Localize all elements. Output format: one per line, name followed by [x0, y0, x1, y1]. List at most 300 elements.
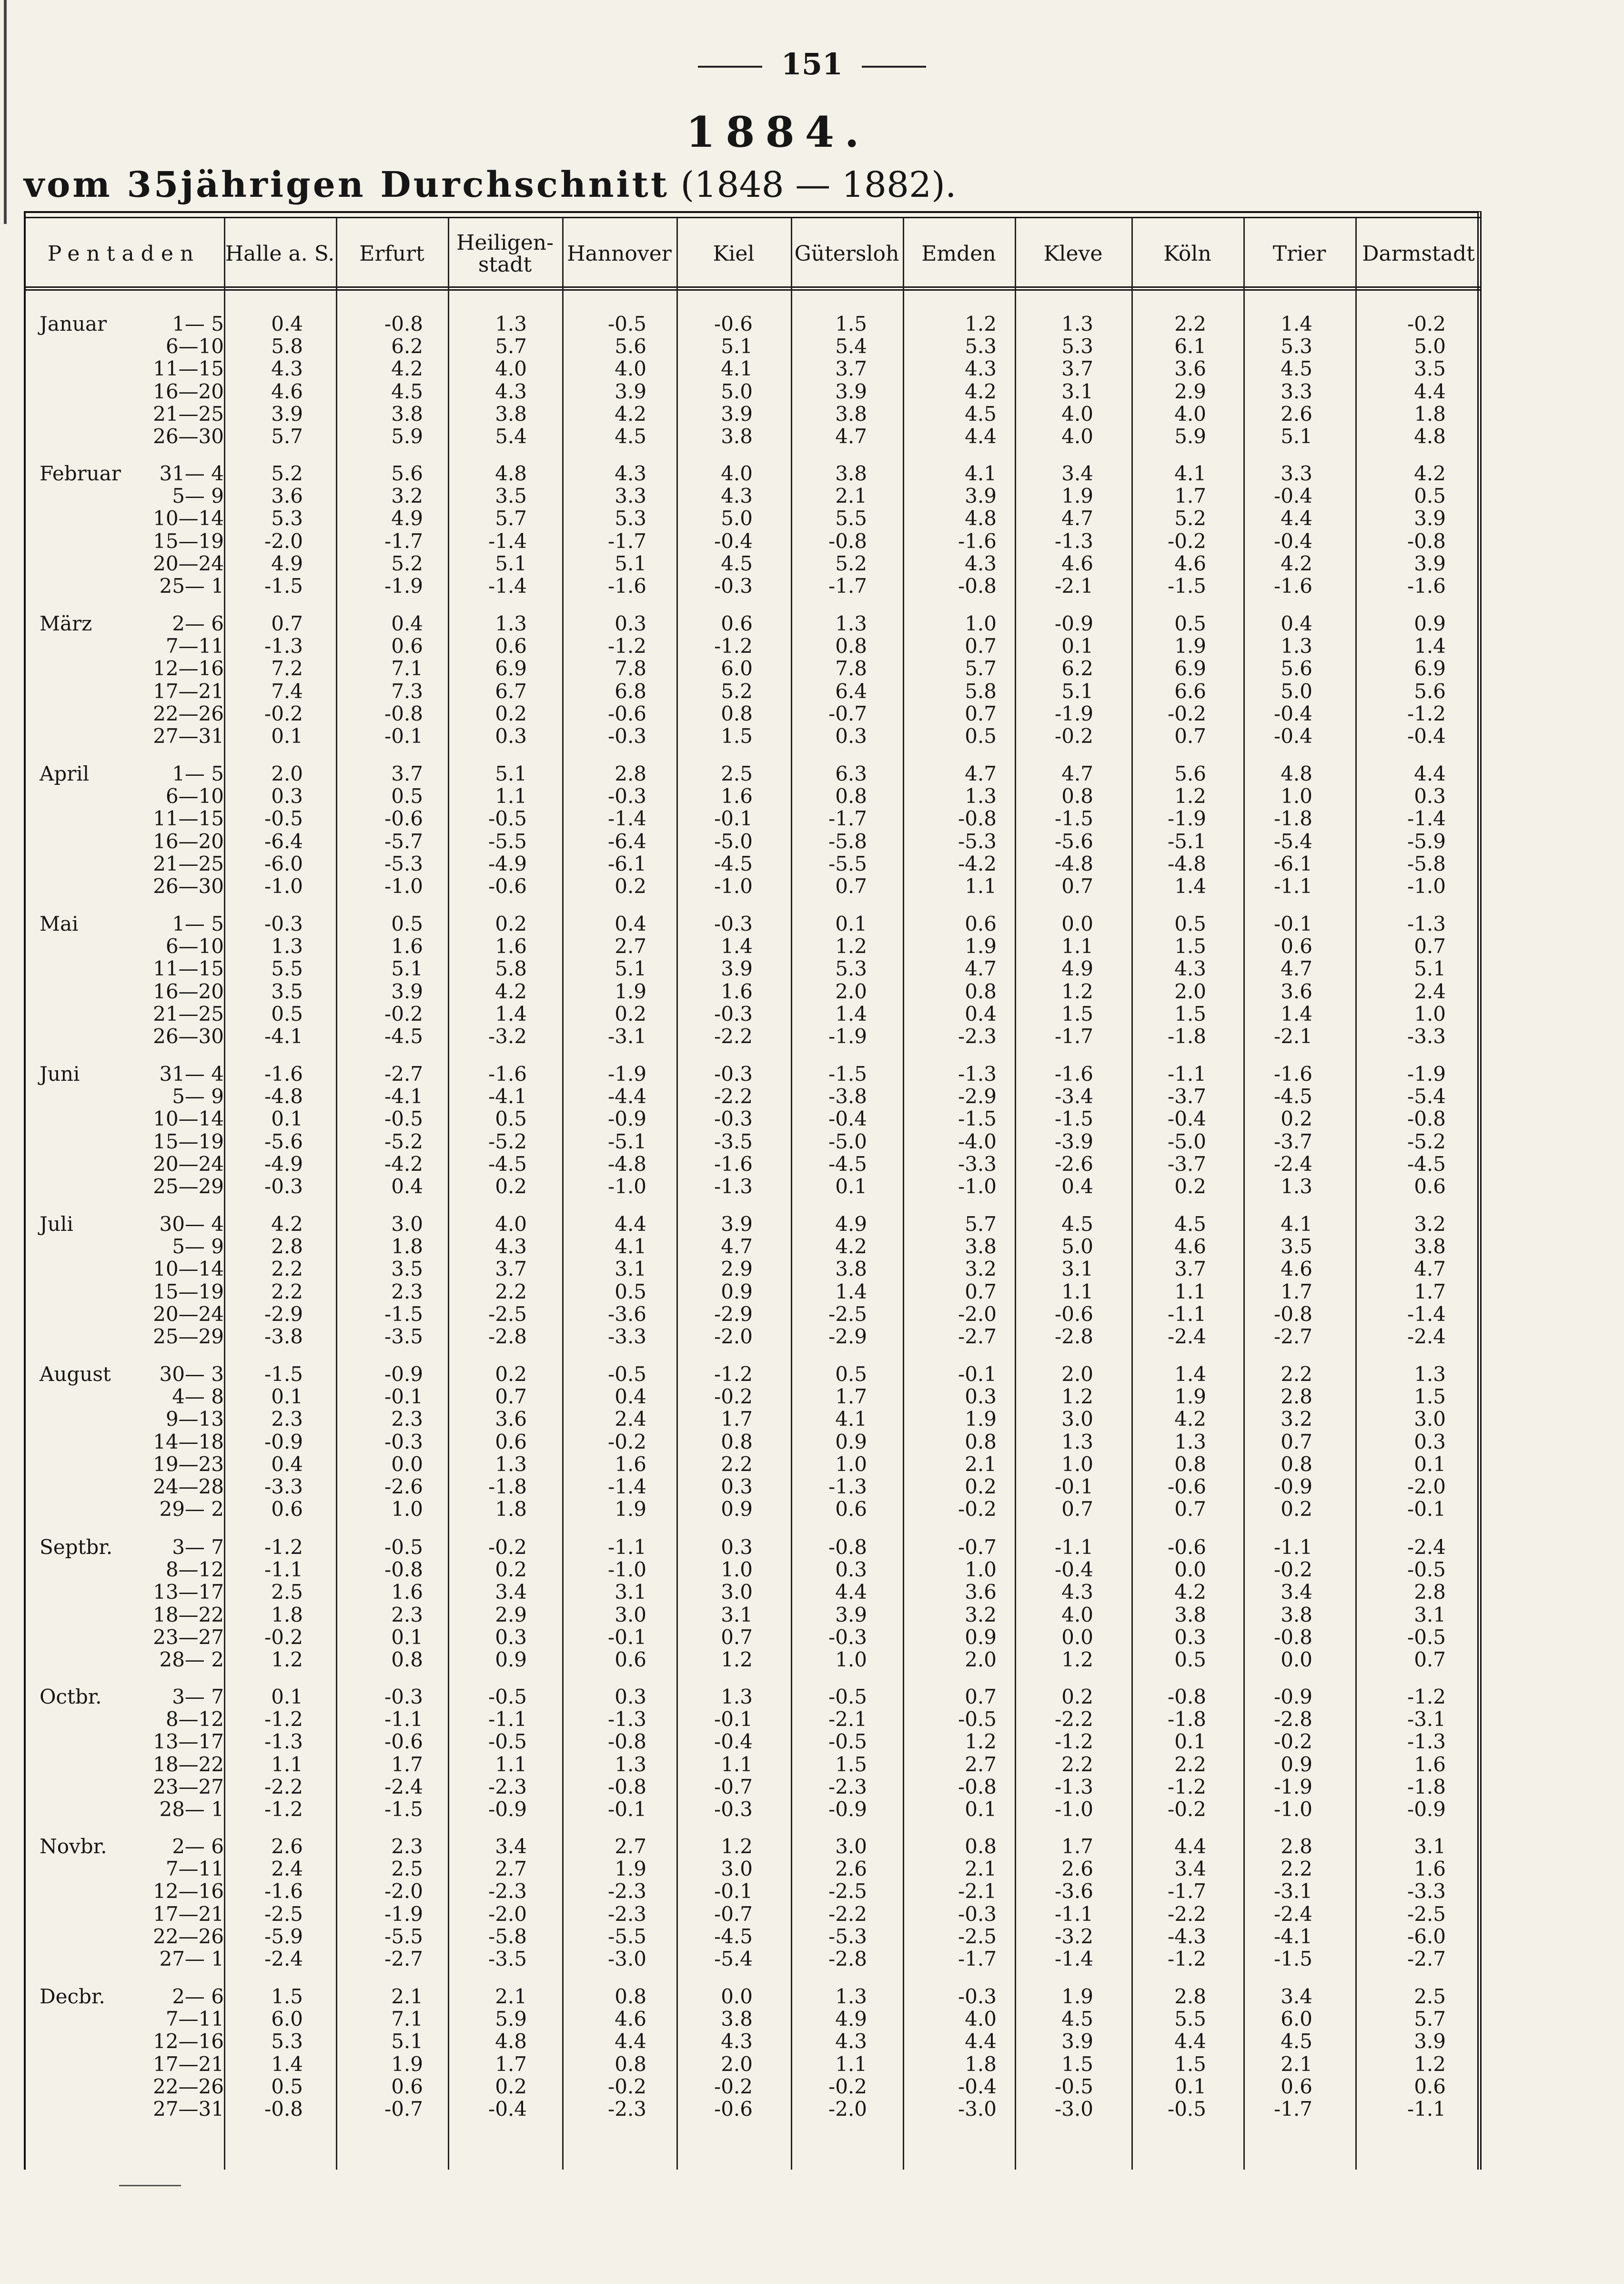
value-cell: 3.1 [1414, 1603, 1446, 1626]
month-label: Juli [40, 1212, 73, 1236]
month-label: April [40, 762, 90, 785]
value-cell: 3.4 [1281, 1985, 1312, 2008]
value-cell: -1.2 [1055, 1730, 1093, 1754]
value-cell: -1.2 [714, 1362, 753, 1386]
month-label: Octbr. [40, 1685, 102, 1708]
pentade-label: 27—31 [153, 724, 224, 748]
pentade-label: 10—14 [153, 507, 224, 530]
value-cell: 5.7 [495, 507, 527, 530]
table-row [24, 425, 1482, 447]
value-cell: 1.4 [1414, 634, 1446, 658]
value-cell: 4.6 [1061, 551, 1093, 575]
value-cell: -2.8 [1274, 1707, 1312, 1731]
value-cell: 1.0 [1061, 1452, 1093, 1476]
value-cell: 0.2 [495, 2074, 527, 2098]
value-cell: 4.3 [835, 2030, 867, 2053]
value-cell: 0.7 [1174, 724, 1206, 748]
value-cell: 0.6 [495, 1430, 527, 1453]
value-cell: 1.4 [835, 1279, 867, 1303]
value-cell: 4.0 [1174, 402, 1206, 426]
value-cell: 0.7 [1281, 1430, 1312, 1453]
value-cell: 1.7 [1174, 484, 1206, 508]
value-cell: 5.1 [721, 335, 753, 358]
value-cell: -2.9 [828, 1325, 867, 1348]
value-cell: -0.5 [488, 1685, 527, 1708]
value-cell: 1.9 [1061, 484, 1093, 508]
value-cell: 3.5 [391, 1257, 423, 1281]
value-cell: -2.7 [384, 1062, 423, 1086]
value-cell: -1.4 [488, 529, 527, 553]
month-label: Decbr. [40, 1985, 105, 2008]
value-cell: -1.8 [488, 1475, 527, 1498]
value-cell: 3.1 [1061, 1257, 1093, 1281]
value-cell: 5.0 [1414, 335, 1446, 358]
value-cell: 0.6 [615, 1648, 646, 1671]
value-cell: 4.2 [1414, 462, 1446, 485]
pentade-label: 25—29 [153, 1325, 224, 1348]
value-cell: -1.2 [264, 1707, 303, 1731]
value-cell: -3.2 [1055, 1924, 1093, 1948]
value-cell: -1.6 [1055, 1062, 1093, 1086]
heading-period: (1848 — 1882). [669, 164, 957, 205]
value-cell: 0.4 [391, 1175, 423, 1198]
value-cell: 4.3 [495, 1235, 527, 1259]
value-cell: 1.8 [495, 1497, 527, 1521]
value-cell: 2.2 [1174, 312, 1206, 335]
value-cell: -0.8 [384, 1558, 423, 1582]
value-cell: -0.5 [1407, 1625, 1446, 1649]
value-cell: -6.1 [1274, 852, 1312, 875]
value-cell: 1.8 [965, 2052, 997, 2076]
value-cell: -0.3 [714, 1002, 753, 1025]
pentade-label: 28— 2 [159, 1648, 224, 1671]
value-cell: -2.2 [714, 1025, 753, 1048]
value-cell: -1.5 [1055, 807, 1093, 831]
value-cell: -0.8 [384, 312, 423, 335]
value-cell: -0.5 [488, 807, 527, 831]
value-cell: -1.0 [1055, 1797, 1093, 1821]
value-cell: 0.8 [835, 784, 867, 808]
value-cell: -3.5 [384, 1325, 423, 1348]
table-row [24, 1303, 1482, 1325]
value-cell: -4.5 [714, 1924, 753, 1948]
value-cell: 4.0 [721, 462, 753, 485]
value-cell: 1.3 [835, 612, 867, 635]
value-cell: -4.8 [1168, 852, 1206, 875]
value-cell: 1.5 [1414, 1385, 1446, 1409]
value-cell: 3.4 [495, 1580, 527, 1604]
value-cell: 2.9 [495, 1603, 527, 1626]
value-cell: 4.9 [835, 1212, 867, 1236]
value-cell: -1.5 [828, 1062, 867, 1086]
value-cell: 3.0 [391, 1212, 423, 1236]
value-cell: -1.1 [1055, 1902, 1093, 1926]
value-cell: -4.9 [264, 1152, 303, 1176]
table-row [24, 1475, 1482, 1498]
value-cell: -0.9 [488, 1797, 527, 1821]
value-cell: 1.7 [1281, 1279, 1312, 1303]
value-cell: -1.2 [264, 1797, 303, 1821]
value-cell: -2.0 [488, 1902, 527, 1926]
value-cell: -5.8 [488, 1924, 527, 1948]
value-cell: 0.9 [965, 1625, 997, 1649]
value-cell: 1.2 [271, 1648, 303, 1671]
value-cell: 5.2 [271, 462, 303, 485]
value-cell: 4.7 [835, 425, 867, 448]
table-row [24, 1604, 1482, 1626]
table-row [24, 1708, 1482, 1730]
value-cell: -4.8 [264, 1085, 303, 1108]
value-cell: 2.0 [965, 1648, 997, 1671]
value-cell: -2.3 [958, 1025, 997, 1048]
value-cell: -1.9 [828, 1025, 867, 1048]
value-cell: 2.2 [1061, 1752, 1093, 1776]
value-cell: 1.6 [721, 784, 753, 808]
value-cell: -1.1 [608, 1535, 646, 1559]
value-cell: -1.0 [1274, 1797, 1312, 1821]
value-cell: 0.2 [495, 1362, 527, 1386]
value-cell: -2.2 [264, 1775, 303, 1798]
value-cell: 1.8 [271, 1603, 303, 1626]
value-cell: 0.9 [1414, 612, 1446, 635]
month-label: Septbr. [40, 1535, 113, 1559]
value-cell: 0.6 [391, 2074, 423, 2098]
value-cell: 5.0 [721, 379, 753, 403]
value-cell: -1.4 [1055, 1947, 1093, 1970]
value-cell: -3.2 [488, 1025, 527, 1048]
value-cell: 5.1 [495, 551, 527, 575]
value-cell: -4.1 [1274, 1924, 1312, 1948]
value-cell: -2.8 [1055, 1325, 1093, 1348]
value-cell: -5.9 [1407, 829, 1446, 853]
header-pentaden: Pentaden [47, 242, 201, 266]
value-cell: -1.1 [1407, 2097, 1446, 2121]
table-row [24, 913, 1482, 935]
value-cell: 5.1 [1281, 425, 1312, 448]
value-cell: -6.0 [1407, 1924, 1446, 1948]
table-row [24, 1985, 1482, 2008]
value-cell: 1.0 [1414, 1002, 1446, 1025]
value-cell: 1.1 [835, 2052, 867, 2076]
value-cell: 3.9 [721, 402, 753, 426]
value-cell: 3.7 [391, 762, 423, 785]
value-cell: 0.5 [495, 1107, 527, 1131]
value-cell: -0.3 [714, 574, 753, 598]
table-row [24, 2098, 1482, 2120]
value-cell: -3.3 [608, 1325, 646, 1348]
value-cell: 5.6 [1281, 657, 1312, 680]
value-cell: 3.0 [1061, 1407, 1093, 1431]
table-row [24, 935, 1482, 957]
value-cell: 1.6 [721, 979, 753, 1003]
value-cell: 0.1 [271, 1685, 303, 1708]
pentade-label: 16—20 [153, 829, 224, 853]
value-cell: -3.3 [1407, 1879, 1446, 1903]
value-cell: 1.2 [1061, 979, 1093, 1003]
value-cell: 1.9 [965, 1407, 997, 1431]
pentade-label: 7—11 [165, 1857, 224, 1881]
value-cell: 0.3 [1414, 1430, 1446, 1453]
value-cell: 0.8 [391, 1648, 423, 1671]
value-cell: 0.7 [965, 1279, 997, 1303]
value-cell: -3.1 [1407, 1707, 1446, 1731]
value-cell: 0.4 [615, 912, 646, 935]
value-cell: 2.0 [271, 762, 303, 785]
value-cell: 3.8 [835, 1257, 867, 1281]
pentade-label: 17—21 [153, 2052, 224, 2076]
value-cell: 3.7 [1061, 357, 1093, 381]
value-cell: -1.6 [488, 1062, 527, 1086]
value-cell: -0.9 [384, 1362, 423, 1386]
value-cell: 3.5 [271, 979, 303, 1003]
pentade-label: 15—19 [153, 529, 224, 553]
value-cell: 2.6 [1061, 1857, 1093, 1881]
table-row [24, 1025, 1482, 1047]
pentade-label: 18—22 [153, 1603, 224, 1626]
value-cell: -0.2 [1168, 529, 1206, 553]
value-cell: -2.8 [828, 1947, 867, 1970]
table-row [24, 1063, 1482, 1085]
value-cell: -0.1 [1274, 912, 1312, 935]
value-cell: 1.3 [1281, 1175, 1312, 1198]
value-cell: 2.2 [271, 1279, 303, 1303]
value-cell: -1.3 [1055, 1775, 1093, 1798]
table-row [24, 1325, 1482, 1348]
table-row [24, 762, 1482, 785]
value-cell: -1.3 [958, 1062, 997, 1086]
value-cell: -0.2 [264, 1625, 303, 1649]
pentade-label: 22—26 [153, 701, 224, 725]
value-cell: -0.7 [958, 1535, 997, 1559]
value-cell: 1.6 [391, 934, 423, 958]
value-cell: 3.9 [271, 402, 303, 426]
value-cell: -0.3 [828, 1625, 867, 1649]
value-cell: -2.5 [264, 1902, 303, 1926]
table-row [24, 1648, 1482, 1671]
value-cell: 1.0 [965, 612, 997, 635]
value-cell: 3.0 [615, 1603, 646, 1626]
value-cell: 4.2 [1174, 1407, 1206, 1431]
value-cell: 1.2 [1414, 2052, 1446, 2076]
value-cell: 0.3 [1174, 1625, 1206, 1649]
table-row [24, 1085, 1482, 1107]
value-cell: 1.2 [965, 312, 997, 335]
value-cell: 0.6 [835, 1497, 867, 1521]
value-cell: 3.8 [721, 2007, 753, 2031]
value-cell: 6.1 [1174, 335, 1206, 358]
value-cell: 2.7 [615, 934, 646, 958]
value-cell: -0.1 [958, 1362, 997, 1386]
table-row [24, 1408, 1482, 1430]
value-cell: -0.8 [384, 701, 423, 725]
value-cell: 0.2 [495, 912, 527, 935]
value-cell: 1.4 [835, 1002, 867, 1025]
value-cell: -1.6 [1274, 574, 1312, 598]
value-cell: -5.8 [828, 829, 867, 853]
value-cell: 0.9 [721, 1497, 753, 1521]
value-cell: 4.4 [965, 2030, 997, 2053]
value-cell: 0.9 [835, 1430, 867, 1453]
value-cell: 0.9 [1281, 1752, 1312, 1776]
value-cell: -0.1 [384, 1385, 423, 1409]
value-cell: -2.0 [384, 1879, 423, 1903]
value-cell: 3.3 [615, 484, 646, 508]
value-cell: 6.0 [1281, 2007, 1312, 2031]
value-cell: 4.8 [495, 462, 527, 485]
value-cell: 0.8 [965, 979, 997, 1003]
table-row [24, 1880, 1482, 1902]
value-cell: -5.4 [714, 1947, 753, 1970]
value-cell: 0.1 [271, 1107, 303, 1131]
value-cell: 5.6 [1414, 679, 1446, 703]
value-cell: -1.7 [1274, 2097, 1312, 2121]
pentade-label: 24—28 [153, 1475, 224, 1498]
value-cell: 2.8 [1414, 1580, 1446, 1604]
value-cell: -0.3 [714, 1797, 753, 1821]
value-cell: -2.3 [608, 2097, 646, 2121]
value-cell: 0.1 [1061, 634, 1093, 658]
value-cell: -0.5 [384, 1535, 423, 1559]
value-cell: 2.3 [391, 1835, 423, 1858]
value-cell: 2.6 [835, 1857, 867, 1881]
value-cell: -4.5 [384, 1025, 423, 1048]
value-cell: -4.4 [608, 1085, 646, 1108]
table-row [24, 485, 1482, 507]
header-trier: Trier [1272, 242, 1326, 266]
table-row [24, 612, 1482, 635]
value-cell: -5.3 [384, 852, 423, 875]
value-cell: -0.1 [714, 1707, 753, 1731]
value-cell: 1.7 [835, 1385, 867, 1409]
value-cell: -3.0 [1055, 2097, 1093, 2121]
year-title: 1884. [686, 107, 870, 157]
value-cell: -0.9 [264, 1430, 303, 1453]
pentade-label: 20—24 [153, 1302, 224, 1326]
value-cell: 4.5 [1281, 2030, 1312, 2053]
value-cell: 0.9 [721, 1279, 753, 1303]
pentade-label: 12—16 [153, 2030, 224, 2053]
value-cell: 3.8 [721, 425, 753, 448]
value-cell: 4.3 [615, 462, 646, 485]
value-cell: -4.5 [714, 852, 753, 875]
value-cell: 5.3 [965, 335, 997, 358]
value-cell: 0.0 [1061, 912, 1093, 935]
value-cell: 5.9 [1174, 425, 1206, 448]
pentade-label: 1— 5 [172, 762, 224, 785]
value-cell: -0.2 [714, 1385, 753, 1409]
value-cell: 1.8 [391, 1235, 423, 1259]
value-cell: -4.1 [384, 1085, 423, 1108]
value-cell: 2.2 [1281, 1362, 1312, 1386]
header-koeln: Köln [1163, 242, 1211, 266]
pentade-label: 17—21 [153, 679, 224, 703]
value-cell: -0.3 [264, 1175, 303, 1198]
table-row [24, 853, 1482, 875]
value-cell: 3.2 [965, 1257, 997, 1281]
value-cell: 4.4 [1414, 379, 1446, 403]
value-cell: 1.7 [1414, 1279, 1446, 1303]
value-cell: 3.7 [495, 1257, 527, 1281]
value-cell: 3.8 [1174, 1603, 1206, 1626]
value-cell: -2.7 [384, 1947, 423, 1970]
table-row [24, 1431, 1482, 1453]
value-cell: 4.7 [1281, 957, 1312, 981]
value-cell: 5.8 [495, 957, 527, 981]
value-cell: 0.1 [1174, 1730, 1206, 1754]
value-cell: 0.2 [1281, 1107, 1312, 1131]
value-cell: -1.6 [714, 1152, 753, 1176]
value-cell: 0.6 [271, 1497, 303, 1521]
pentade-label: 4— 8 [172, 1385, 224, 1409]
value-cell: 0.1 [271, 1385, 303, 1409]
value-cell: 2.0 [835, 979, 867, 1003]
value-cell: -2.1 [828, 1707, 867, 1731]
value-cell: -0.3 [714, 912, 753, 935]
page-number-dash-right [862, 66, 926, 68]
value-cell: -1.6 [1274, 1062, 1312, 1086]
page-number-text: 151 [781, 47, 843, 81]
value-cell: -5.6 [1055, 829, 1093, 853]
value-cell: -6.4 [608, 829, 646, 853]
value-cell: 0.5 [271, 2074, 303, 2098]
value-cell: -6.0 [264, 852, 303, 875]
pentade-label: 19—23 [153, 1452, 224, 1476]
value-cell: 1.6 [615, 1452, 646, 1476]
value-cell: -0.5 [958, 1707, 997, 1731]
value-cell: -0.1 [608, 1797, 646, 1821]
value-cell: 0.5 [391, 784, 423, 808]
value-cell: 5.6 [1174, 762, 1206, 785]
value-cell: -2.7 [1274, 1325, 1312, 1348]
value-cell: -1.2 [1407, 1685, 1446, 1708]
pentade-label: 12—16 [153, 1879, 224, 1903]
value-cell: 0.1 [271, 724, 303, 748]
value-cell: -3.3 [1407, 1025, 1446, 1048]
value-cell: 1.4 [721, 934, 753, 958]
value-cell: 0.3 [495, 1625, 527, 1649]
pentade-label: 21—25 [153, 402, 224, 426]
value-cell: 5.5 [1174, 2007, 1206, 2031]
value-cell: 0.8 [965, 1430, 997, 1453]
table-row [24, 680, 1482, 702]
value-cell: 1.8 [1414, 402, 1446, 426]
table-row [24, 1558, 1482, 1581]
value-cell: -1.7 [1055, 1025, 1093, 1048]
value-cell: -1.0 [714, 874, 753, 898]
value-cell: 0.0 [391, 1452, 423, 1476]
table-row [24, 313, 1482, 335]
value-cell: -5.5 [828, 852, 867, 875]
value-cell: -1.3 [714, 1175, 753, 1198]
value-cell: 0.5 [391, 912, 423, 935]
table-row [24, 635, 1482, 657]
value-cell: -5.8 [1407, 852, 1446, 875]
value-cell: -0.3 [714, 1062, 753, 1086]
value-cell: -0.6 [608, 701, 646, 725]
value-cell: 4.5 [1061, 1212, 1093, 1236]
value-cell: 4.6 [271, 379, 303, 403]
value-cell: -3.8 [828, 1085, 867, 1108]
value-cell: -1.4 [1407, 807, 1446, 831]
table-row [24, 725, 1482, 747]
value-cell: 1.0 [1281, 784, 1312, 808]
value-cell: 7.8 [835, 657, 867, 680]
pentade-label: 28— 1 [159, 1797, 224, 1821]
value-cell: -2.5 [488, 1302, 527, 1326]
table-row [24, 1280, 1482, 1303]
table-row [24, 1858, 1482, 1880]
value-cell: 5.0 [1281, 679, 1312, 703]
